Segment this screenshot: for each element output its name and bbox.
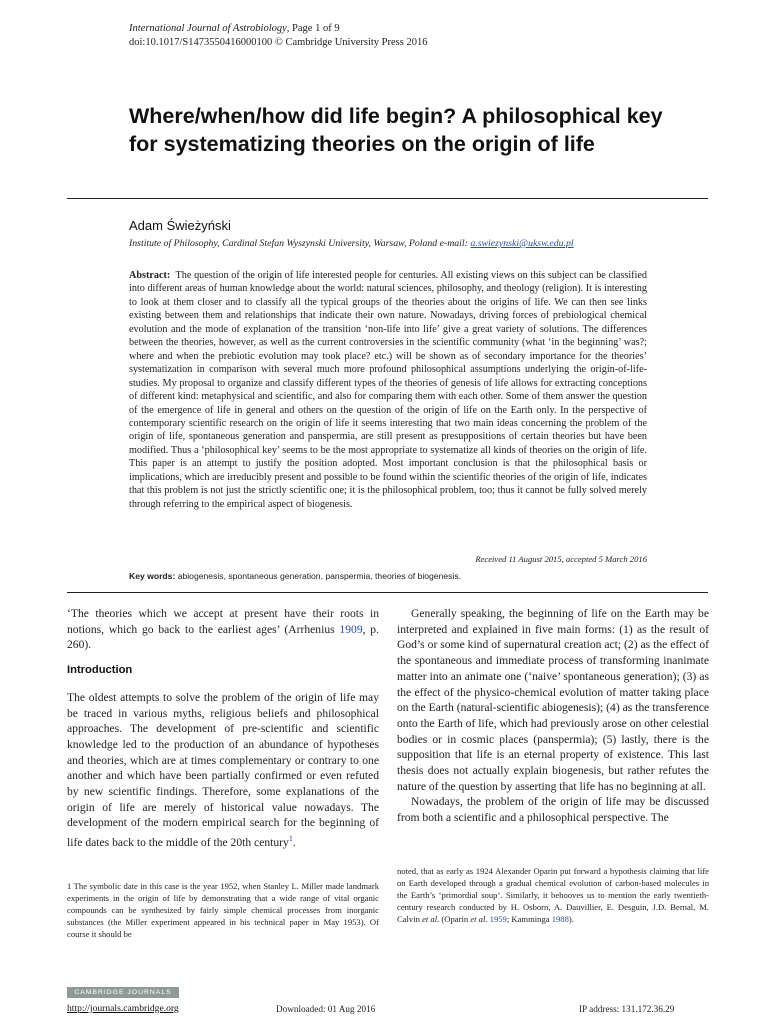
top-divider [67, 198, 708, 199]
epigraph-quote [67, 606, 379, 653]
affiliation-text: Institute of Philosophy, Cardinal Stefan Wyszynski University, Warsaw, Poland e-mail: [129, 238, 471, 249]
body-paragraph-1: Generally speaking, the beginning of life on the Earth may be interpreted and explained in five main forms: (1) as the result of God’s or some kind of supernatural creation act; (2) as the effect of the spontaneous and immediate process of transforming inanimate matter into an animate one (‘naive’ spontaneous generation); (3) as the effect of the physico-chemical evolution of matter taking place on the Earth (natural-scientific abiogenesis); (4) as the transference onto the Earth of life, which had previously arose on other celestial bodies or in cosmic places (panspermia); (5) lastly, there is the supposition that life is an eternal property of existence. This last thesis does not actually explain biogenesis, but rather refutes the nature of the question by asserting that life has no beginning at all. [397, 607, 709, 793]
journal-header [129, 22, 689, 50]
keywords [129, 571, 689, 581]
epigraph-text: ‘The theories which we accept at present have their roots in notions, which go back to the earliest ages’ (Arrhenius [67, 607, 379, 636]
journal-name: International Journal of Astrobiology [129, 23, 287, 34]
epigraph-end: , p. 260). [67, 622, 379, 652]
abstract [129, 269, 647, 511]
keywords-label: Key words: [129, 571, 176, 581]
introduction-text: The oldest attempts to solve the problem of the origin of life may be traced in various myths, religious beliefs and philosophical approaches. The development of pre-scientific and scientific knowledge led to the production of an abundance of hypotheses and theories, which are at times complementary or contrary to one another and which have been partially confirmed or even refuted by new scientific findings. Therefore, some explanations of the origin of life are merely of historical value nowadays. The development of the modern empirical search for the beginning of life dates back to the middle of the 20th century [67, 690, 379, 849]
footnote-etal: et al. [422, 914, 440, 925]
citation-link-kamminga[interactable]: 1988 [551, 914, 569, 925]
author-name: Adam Świeżyński [129, 218, 231, 233]
introduction-paragraph [67, 690, 379, 851]
left-column [67, 606, 379, 851]
keywords-text: abiogenesis, spontaneous generation, panspermia, theories of biogenesis. [177, 571, 462, 581]
citation-link-arrhenius[interactable]: 1909 [339, 622, 363, 636]
footnote-cont-end: ). [568, 914, 574, 925]
introduction-end: . [292, 836, 296, 849]
journals-url-link[interactable]: http://journals.cambridge.org [67, 1003, 179, 1014]
abstract-divider [67, 592, 708, 593]
footnote-ref-1[interactable]: 1 [288, 834, 293, 844]
page-info: , Page 1 of 9 [286, 23, 340, 34]
footnote-cont-mid-2: ; Kamminga [506, 914, 552, 925]
ip-address: IP address: 131.172.36.29 [579, 1004, 675, 1014]
citation-link-oparin[interactable]: 1959 [489, 914, 507, 925]
cambridge-journals-logo: CAMBRIDGE JOURNALS [67, 987, 179, 998]
author-email-link[interactable]: a.swiezynski@uksw.edu.pl [470, 238, 574, 249]
article-title: Where/when/how did life begin? A philosophical key for systematizing theories on the origin of life [129, 104, 663, 156]
abstract-label: Abstract: [129, 270, 171, 281]
doi-line: doi:10.1017/S1473550416000100 © Cambridge University Press 2016 [129, 37, 428, 48]
footnote-cont-text: noted, that as early as 1924 Alexander Oparin put forward a hypothesis claiming that life on Earth developed through a gradual chemical evolution of carbon-based molecules in the Earth’s ‘primordial soup’. Similarly, it behooves us to mention the early twentieth-century research conducted by H. Osborn, A. Dauvillier, E. Desguin, J.D. Bernal, M. Calvin [397, 866, 709, 925]
footnote-cont-mid: (Oparin [439, 914, 471, 925]
download-date: Downloaded: 01 Aug 2016 [276, 1004, 376, 1014]
body-paragraph-2: Nowadays, the problem of the origin of life may be discussed from both a scientific and a philosophical perspective. The [397, 795, 709, 825]
footnote-etal-2: et al. [470, 914, 488, 925]
right-column [397, 606, 709, 826]
author-affiliation [129, 238, 689, 249]
footnote-1-continued [397, 865, 709, 925]
received-dates: Received 11 August 2015, accepted 5 March 2016 [475, 554, 647, 564]
footnote-1: 1 The symbolic date in this case is the year 1952, when Stanley L. Miller made landmark experiments in the origin of life by demonstrating that a wide range of vital organic compounds can be synthesized by fairly simple chemical processes from inorganic substances (the Miller experiment appeared in his technical paper in May 1953). Of course it should be [67, 881, 379, 940]
section-heading-introduction: Introduction [67, 664, 133, 677]
abstract-text: The question of the origin of life interested people for centuries. All existing views on this subject can be classified into different areas of human knowledge about the world: natural sciences, philosophy, and theology (religion). It is interesting to look at them closer and to classify all the typical groups of the theories about the origins of life. We can then see links existing between them and relationships that indicate their own nature. Nowadays, driving forces of prebiological chemical evolution and the mode of explanation of the transition ‘non-life into life’ give a great variety of solutions. The differences between the theories, however, as well as the current controversies in the scientific community (what ‘in the beginning’ was?; where and when the prebiotic evolution may took place? etc.) will be shown as of secondary importance for the theories’ systematization in comparison with several much more profound philosophical assumptions underlying the origin-of-life-studies. My proposal to organize and classify different types of the theories of genesis of life allows for extracting conceptions of different kind: metaphysical and scientific, and also for comparing them with each other. Some of them answer the question of the emergence of life in general and others on the question of the origin of life on the Earth only. In the perspective of contemporary scientific research on the origin of life it seems interesting that two main ideas concerning the problem of the origin of life, spontaneous generation and panspermia, are still present as presuppositions of certain theories but have been modified. Thus a ‘philosophical key’ seems to be the most appropriate to systematize all kinds of theories on the origin of life. This paper is an attempt to justify the position adopted. Most important conclusion is that the philosophical basis or implications, which are irreducibly present and possible to be found within the scientific theories of the origin of life, indicates that this problem is not just the strictly scientific one; it is the philosophical problem, too; thus it cannot be fully solved merely through referring to the empirical aspect of biogenesis. [129, 270, 648, 510]
